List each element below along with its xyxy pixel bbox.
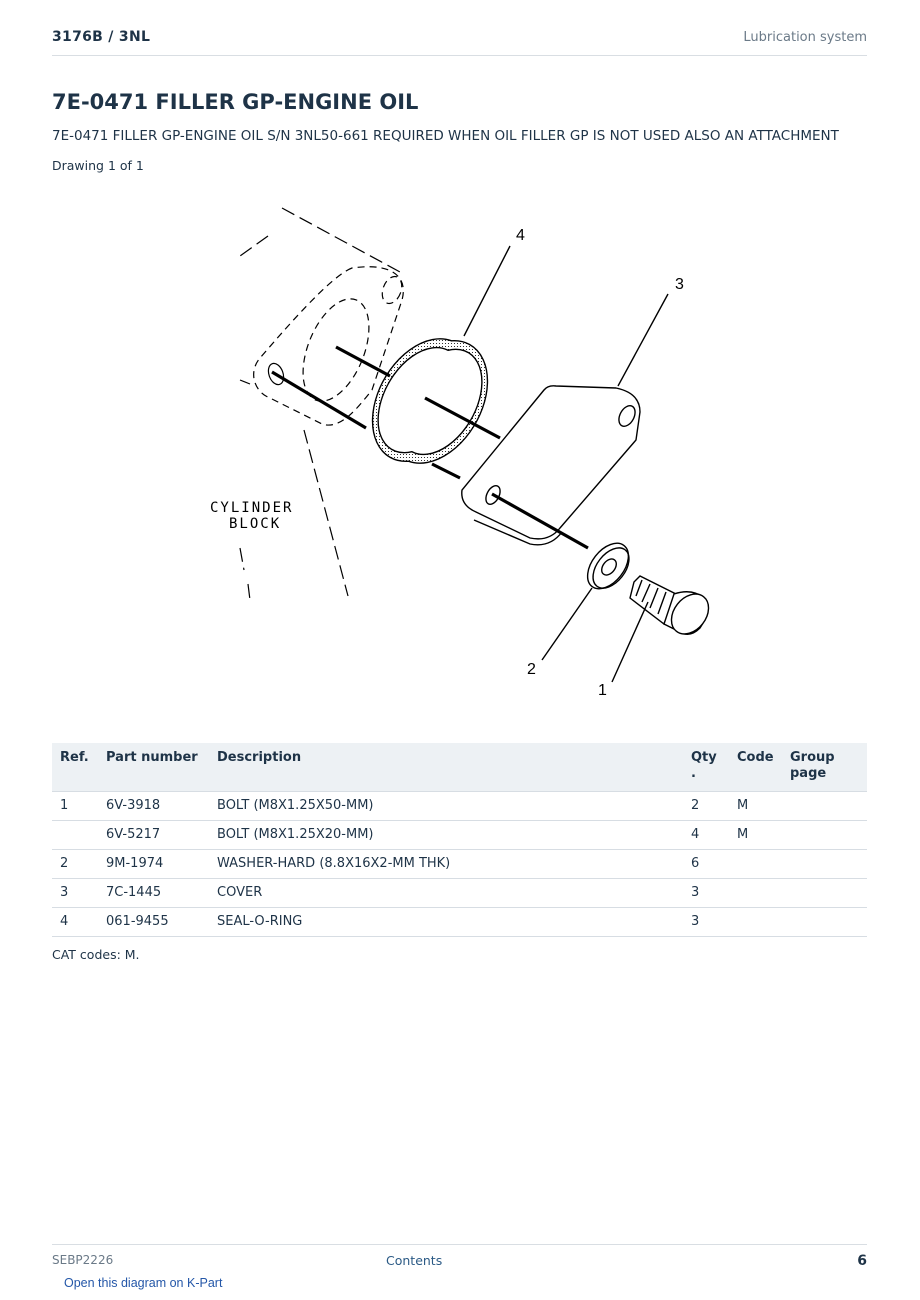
page-number: 6 [857,1253,867,1269]
table-row [52,821,867,850]
contents-link[interactable]: Contents [386,1253,443,1268]
drawing-count: Drawing 1 of 1 [52,158,144,173]
qty-header-line2: . [691,766,696,781]
row-description: SEAL-O-RING [209,908,683,937]
row-part-number: 7C-1445 [98,879,209,908]
assembly-center-lines [272,347,588,548]
row-ref: 2 [52,850,98,879]
column-header-part-number: Part number [98,743,209,792]
table-header-row [52,743,867,792]
open-kpart-diagram-link[interactable]: Open this diagram on K-Part [64,1276,223,1290]
row-qty: 3 [683,879,729,908]
row-qty: 2 [683,792,729,821]
row-group-page [782,879,867,908]
page-footer [52,1244,867,1269]
column-header-qty [683,743,729,792]
column-header-group-page [782,743,867,792]
row-qty: 4 [683,821,729,850]
row-description: BOLT (M8X1.25X50-MM) [209,792,683,821]
model-serial: 3176B / 3NL [52,29,151,45]
row-group-page [782,821,867,850]
row-code: M [729,821,782,850]
row-group-page [782,850,867,879]
cover-plate [462,386,640,545]
mounting-pad [254,267,406,425]
exploded-parts-diagram [190,200,730,710]
table-row [52,908,867,937]
row-code [729,879,782,908]
table-row [52,850,867,879]
callout-1: 1 [598,682,607,699]
section-name: Lubrication system [743,30,867,45]
row-code: M [729,792,782,821]
row-qty: 6 [683,850,729,879]
row-qty: 3 [683,908,729,937]
row-part-number: 061-9455 [98,908,209,937]
row-ref: 3 [52,879,98,908]
page-title: 7E-0471 FILLER GP-ENGINE OIL [52,90,419,114]
row-description: WASHER-HARD (8.8X16X2-MM THK) [209,850,683,879]
cylinder-block-label-line1: CYLINDER [210,500,294,516]
group-header-line1: Group [790,750,835,765]
row-code [729,850,782,879]
row-description: COVER [209,879,683,908]
column-header-ref: Ref. [52,743,98,792]
row-ref: 4 [52,908,98,937]
cylinder-block-label-line2: BLOCK [229,516,282,532]
row-group-page [782,908,867,937]
document-id: SEBP2226 [52,1253,114,1267]
row-ref [52,821,98,850]
cat-codes-note: CAT codes: M. [52,947,140,962]
page-header [52,29,867,56]
qty-header-line1: Qty [691,750,717,765]
hard-washer [579,536,636,597]
parts-table [52,743,867,937]
group-header-line2: page [790,766,827,781]
row-ref: 1 [52,792,98,821]
row-code [729,908,782,937]
row-part-number: 6V-3918 [98,792,209,821]
row-part-number: 9M-1974 [98,850,209,879]
row-description: BOLT (M8X1.25X20-MM) [209,821,683,850]
column-header-code: Code [729,743,782,792]
callout-2: 2 [527,661,536,678]
table-row [52,879,867,908]
bolt [630,576,716,641]
row-group-page [782,792,867,821]
table-row [52,792,867,821]
callout-4: 4 [516,227,525,244]
callout-3: 3 [675,276,684,293]
callout-leader-lines [464,246,668,682]
group-description: 7E-0471 FILLER GP-ENGINE OIL S/N 3NL50-661 REQUIRED WHEN OIL FILLER GP IS NOT USED ALSO AN ATTACHMENT [52,128,839,144]
column-header-description: Description [209,743,683,792]
row-part-number: 6V-5217 [98,821,209,850]
